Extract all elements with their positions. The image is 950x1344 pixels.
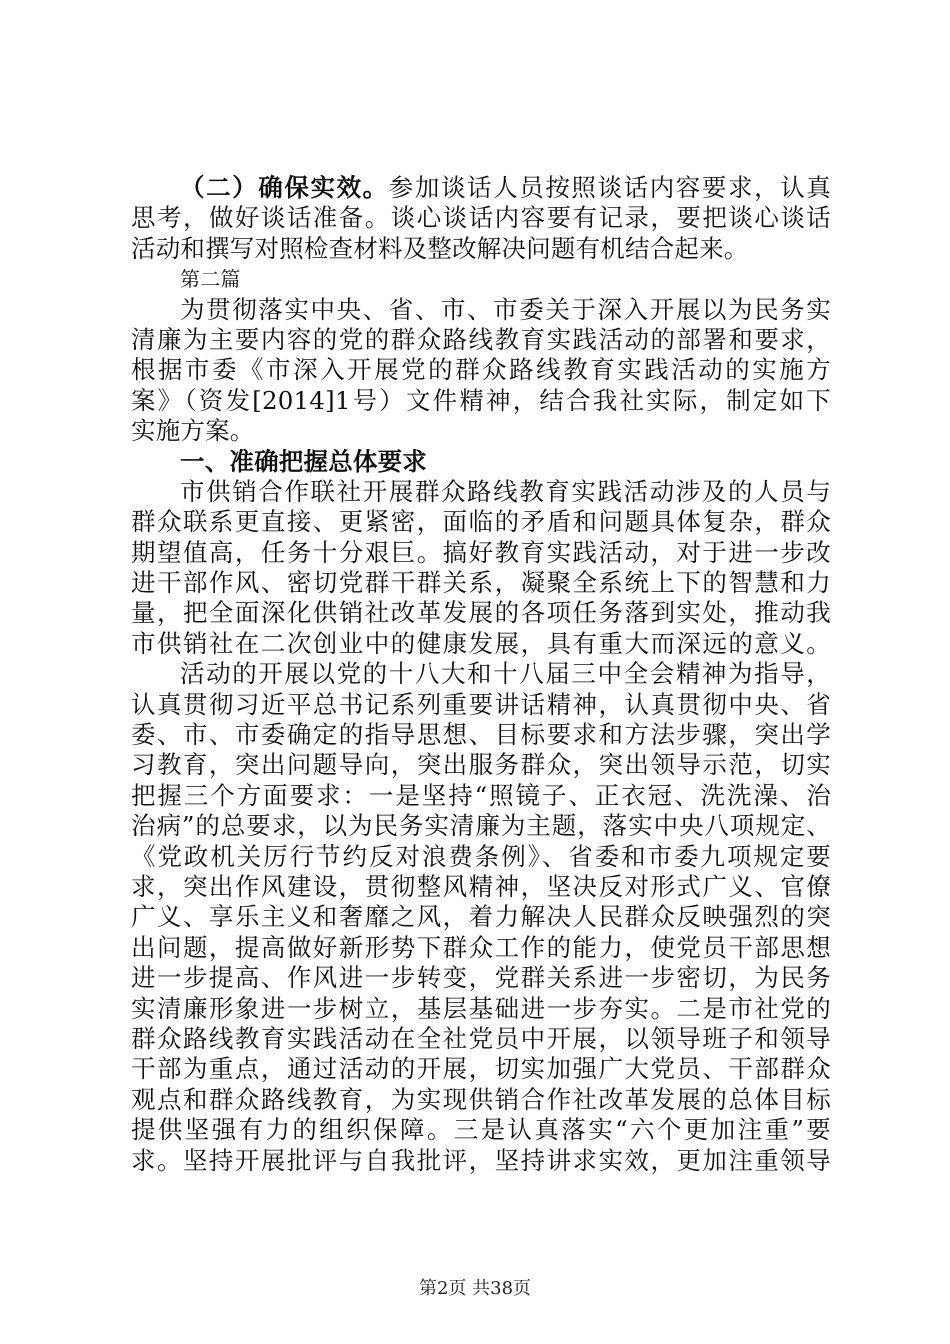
paragraph-line: 出问题，提高做好新形势下群众工作的能力，使党员干部思想 xyxy=(131,932,831,962)
paragraph-line: 活动和撰写对照检查材料及整改解决问题有机结合起来。 xyxy=(131,233,749,263)
paragraph-line: 进干部作风、密切党群干群关系，凝聚全系统上下的智慧和力 xyxy=(131,568,831,598)
paragraph-line: 思考，做好谈话准备。谈心谈话内容要有记录，要把谈心谈话 xyxy=(131,203,831,233)
paragraph-line: 委、市、市委确定的指导思想、目标要求和方法步骤，突出学 xyxy=(131,720,831,750)
paragraph-line: 期望值高，任务十分艰巨。搞好教育实践活动，对于进一步改 xyxy=(131,537,831,567)
paragraph-line: 进一步提高、作风进一步转变，党群关系进一步密切，为民务 xyxy=(131,963,831,993)
paragraph-line: 习教育，突出问题导向，突出服务群众，突出领导示范，切实 xyxy=(131,750,831,780)
section-heading: 一、准确把握总体要求 xyxy=(180,446,427,476)
paragraph-line: 根据市委《市深入开展党的群众路线教育实践活动的实施方 xyxy=(131,355,831,385)
paragraph-line: 清廉为主要内容的党的群众路线教育实践活动的部署和要求， xyxy=(131,324,831,354)
page-number-footer: 第2页 共38页 xyxy=(418,1278,532,1299)
paragraph-line: 案》（资发[2014]1号）文件精神，结合我社实际，制定如下 xyxy=(131,385,831,415)
section-lead-bold: （二）确保实效。 xyxy=(180,173,389,202)
paragraph-line: 观点和群众路线教育，为实现供销合作社改革发展的总体目标 xyxy=(131,1084,831,1114)
paragraph-line: 市供销社在二次创业中的健康发展，具有重大而深远的意义。 xyxy=(131,628,831,658)
paragraph-line: 为贯彻落实中央、省、市、市委关于深入开展以为民务实 xyxy=(180,294,831,324)
document-body xyxy=(131,173,831,1176)
paragraph-line: 求，突出作风建设，贯彻整风精神，坚决反对形式广义、官僚 xyxy=(131,871,831,901)
paragraph-line: 干部为重点，通过活动的开展，切实加强广大党员、干部群众 xyxy=(131,1054,831,1084)
paragraph-line: 《党政机关厉行节约反对浪费条例》、省委和市委九项规定要 xyxy=(131,841,831,871)
paragraph-line: 提供坚强有力的组织保障。三是认真落实“六个更加注重”要 xyxy=(131,1115,831,1145)
paragraph-line: 群众路线教育实践活动在全社党员中开展，以领导班子和领导 xyxy=(131,1023,831,1053)
paragraph-line: 实清廉形象进一步树立，基层基础进一步夯实。二是市社党的 xyxy=(131,993,831,1023)
paragraph-line: 广义、享乐主义和奢靡之风，着力解决人民群众反映强烈的突 xyxy=(131,902,831,932)
paragraph-line: 市供销合作联社开展群众路线教育实践活动涉及的人员与 xyxy=(180,476,831,506)
paragraph-line: 实施方案。 xyxy=(131,416,255,446)
paragraph-line: 群众联系更直接、更紧密，面临的矛盾和问题具体复杂，群众 xyxy=(131,507,831,537)
paragraph-line: 认真贯彻习近平总书记系列重要讲话精神，认真贯彻中央、省 xyxy=(131,689,831,719)
chapter-heading: 第二篇 xyxy=(180,267,241,292)
paragraph-line: （二）确保实效。参加谈话人员按照谈话内容要求，认真 xyxy=(180,173,831,202)
paragraph-line: 活动的开展以党的十八大和十八届三中全会精神为指导， xyxy=(180,659,831,689)
paragraph-line: 求。坚持开展批评与自我批评，坚持讲求实效，更加注重领导 xyxy=(131,1145,831,1175)
paragraph-line: 量，把全面深化供销社改革发展的各项任务落到实处，推动我 xyxy=(131,598,831,628)
paragraph-line: 治病”的总要求，以为民务实清廉为主题，落实中央八项规定、 xyxy=(131,811,831,841)
paragraph-line: 把握三个方面要求：一是坚持“照镜子、正衣冠、洗洗澡、治 xyxy=(131,780,831,810)
